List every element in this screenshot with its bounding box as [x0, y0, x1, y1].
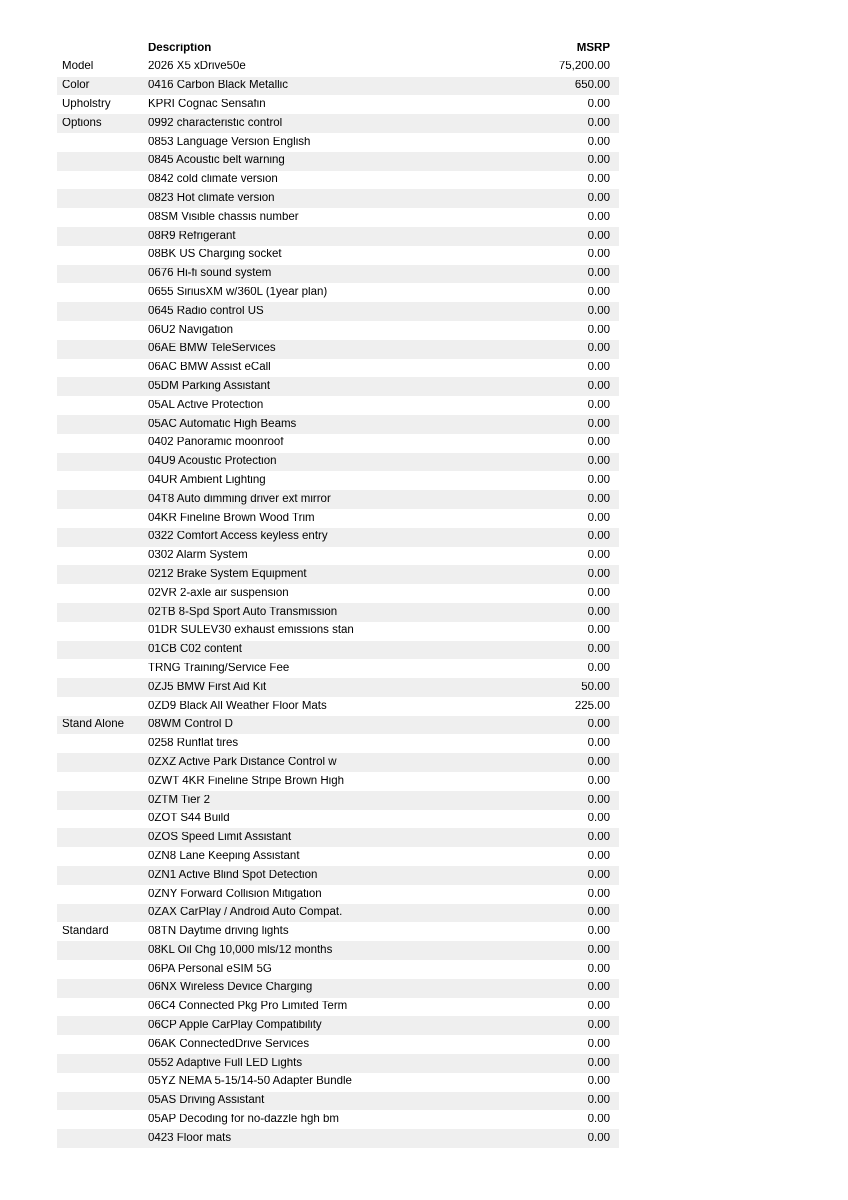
row-description: 0ZTM Tier 2: [148, 794, 210, 806]
row-msrp: 0.00: [587, 287, 610, 298]
row-msrp: 0.00: [587, 362, 610, 374]
row-category: Stand Alone: [62, 719, 125, 731]
table-row: [57, 265, 619, 284]
row-description: 0552 Adaptive Full LED Lights: [148, 1057, 303, 1069]
row-msrp: 0.00: [587, 1132, 610, 1144]
row-description: 06AK ConnectedDrive Services: [148, 1038, 310, 1050]
row-msrp: 0.00: [587, 662, 610, 674]
table-row: [57, 1129, 619, 1148]
table-row: [57, 321, 619, 340]
row-description: TRNG Training/Service Fee: [148, 662, 290, 674]
row-description: 05DM Parking Assistant: [148, 380, 271, 392]
row-category: Color: [62, 80, 90, 92]
row-msrp: 0.00: [587, 418, 610, 430]
row-description: 06PA Personal eSIM 5G: [148, 963, 272, 975]
table-row: [57, 772, 619, 791]
row-description: 04KR Fineline Brown Wood Trim: [148, 512, 315, 524]
table-row: [57, 1110, 619, 1129]
header-description: Description: [148, 42, 212, 54]
row-description: 0302 Alarm System: [148, 550, 248, 562]
table-row: [57, 246, 619, 265]
row-msrp: 0.00: [587, 437, 610, 449]
table-row: [57, 979, 619, 998]
row-description: 0258 Runflat tires: [148, 738, 239, 750]
table-row: [57, 1054, 619, 1073]
row-description: 0ZN8 Lane Keeping Assistant: [148, 850, 300, 862]
row-msrp: 0.00: [587, 1114, 610, 1126]
row-description: 05AP Decoding for no-dazzle hgh bm: [148, 1114, 339, 1126]
row-msrp: 0.00: [587, 230, 610, 242]
table-row: [57, 678, 619, 697]
table-row: [57, 641, 619, 660]
row-description: 0823 Hot climate version: [148, 193, 275, 205]
row-msrp: 0.00: [587, 1001, 610, 1013]
table-row: [57, 716, 619, 735]
table-row: [57, 941, 619, 960]
table-row: [57, 415, 619, 434]
row-msrp: 0.00: [587, 550, 610, 562]
row-description: 04U9 Acoustic Protection: [148, 456, 277, 468]
row-msrp: 0.00: [587, 606, 610, 618]
row-msrp: 50.00: [581, 681, 610, 693]
table-row: [57, 565, 619, 584]
row-description: 06AC BMW Assist eCall: [148, 362, 271, 374]
row-msrp: 0.00: [587, 456, 610, 468]
row-description: 05YZ NEMA 5-15/14-50 Adapter Bundle: [148, 1076, 352, 1088]
row-description: 0676 Hi-fi sound system: [148, 268, 272, 280]
row-description: 06NX Wireless Device Charging: [148, 982, 313, 994]
table-row: [57, 490, 619, 509]
row-description: 0992 characteristic control: [148, 117, 283, 129]
row-msrp: 0.00: [587, 268, 610, 280]
row-msrp: 0.00: [587, 775, 610, 787]
row-msrp: 0.00: [587, 644, 610, 656]
table-row: [57, 133, 619, 152]
row-description: 05AC Automatic High Beams: [148, 418, 297, 430]
row-msrp: 0.00: [587, 174, 610, 186]
table-row: [57, 810, 619, 829]
row-msrp: 0.00: [587, 738, 610, 750]
row-description: 0655 SiriusXM w/360L (1year plan): [148, 287, 328, 298]
row-description: 0402 Panoramic moonroof: [148, 437, 284, 449]
row-msrp: 0.00: [587, 531, 610, 543]
table-row: [57, 283, 619, 302]
table-row: [57, 152, 619, 171]
table-row: [57, 434, 619, 453]
row-description: 08TN Daytime driving lights: [148, 926, 289, 938]
table-row: [57, 697, 619, 716]
table-row: [57, 471, 619, 490]
row-msrp: 0.00: [587, 493, 610, 505]
row-msrp: 0.00: [587, 926, 610, 938]
row-description: 0ZWT 4KR Fineline Stripe Brown High: [148, 775, 344, 787]
row-description: 0845 Acoustic belt warning: [148, 155, 285, 167]
table-row: [57, 114, 619, 133]
row-msrp: 0.00: [587, 625, 610, 637]
table-row: [57, 791, 619, 810]
table-row: [57, 960, 619, 979]
table-row: [57, 828, 619, 847]
table-row: [57, 603, 619, 622]
row-category: Model: [62, 61, 94, 73]
table-row: [57, 302, 619, 321]
row-description: 0212 Brake System Equipment: [148, 568, 307, 580]
table-row: [57, 1092, 619, 1111]
row-description: 0853 Language Version English: [148, 136, 311, 148]
row-msrp: 0.00: [587, 474, 610, 486]
table-row: [57, 866, 619, 885]
row-description: 06U2 Navigation: [148, 324, 234, 336]
row-description: 02TB 8-Spd Sport Auto Transmission: [148, 606, 338, 618]
row-msrp: 0.00: [587, 794, 610, 806]
row-msrp: 0.00: [587, 117, 610, 129]
row-msrp: 0.00: [587, 1020, 610, 1032]
row-msrp: 0.00: [587, 136, 610, 148]
table-row: [57, 208, 619, 227]
row-description: 0ZD9 Black All Weather Floor Mats: [148, 700, 327, 712]
table-row: [57, 509, 619, 528]
row-msrp: 650.00: [574, 80, 610, 92]
table-row: [57, 659, 619, 678]
row-msrp: 0.00: [587, 380, 610, 392]
row-msrp: 0.00: [587, 305, 610, 317]
row-category: Standard: [62, 926, 109, 938]
row-msrp: 0.00: [587, 568, 610, 580]
row-description: 08WM Control D: [148, 719, 233, 731]
row-msrp: 0.00: [587, 155, 610, 167]
row-msrp: 0.00: [587, 399, 610, 411]
row-description: 0ZOS Speed Limit Assistant: [148, 832, 292, 844]
row-msrp: 0.00: [587, 869, 610, 881]
table-row: [57, 227, 619, 246]
row-msrp: 0.00: [587, 1057, 610, 1069]
table-row: [57, 95, 619, 114]
row-msrp: 0.00: [587, 1038, 610, 1050]
row-msrp: 0.00: [587, 324, 610, 336]
row-msrp: 75,200.00: [558, 61, 610, 73]
row-description: 01DR SULEV30 exhaust emissions stan: [148, 625, 354, 637]
table-row: [57, 171, 619, 190]
row-msrp: 0.00: [587, 719, 610, 731]
row-category: Upholstry: [62, 99, 111, 111]
row-msrp: 0.00: [587, 850, 610, 862]
table-row: [57, 453, 619, 472]
row-description: 0ZJ5 BMW First Aid Kit: [148, 681, 267, 693]
row-description: 0322 Comfort Access keyless entry: [148, 531, 328, 543]
row-msrp: 0.00: [587, 982, 610, 994]
row-description: 08SM Visible chassis number: [148, 211, 299, 223]
table-row: [57, 847, 619, 866]
row-description: 0ZOT S44 Build: [148, 813, 230, 825]
row-description: 05AS Driving Assistant: [148, 1095, 265, 1107]
table-row: [57, 58, 619, 77]
row-msrp: 0.00: [587, 963, 610, 975]
table-row: [57, 1073, 619, 1092]
row-description: 04T8 Auto dimming driver ext mirror: [148, 493, 331, 505]
row-description: 0842 cold climate version: [148, 174, 278, 186]
table-row: [57, 885, 619, 904]
table-row: [57, 904, 619, 923]
row-description: 0ZN1 Active Blind Spot Detection: [148, 869, 318, 881]
row-description: 06CP Apple CarPlay Compatibility: [148, 1020, 322, 1032]
table-row: [57, 377, 619, 396]
row-msrp: 0.00: [587, 888, 610, 900]
row-description: 06AE BMW TeleServices: [148, 343, 276, 355]
table-row: [57, 734, 619, 753]
row-description: 0416 Carbon Black Metallic: [148, 80, 288, 92]
table-row: [57, 77, 619, 96]
row-category: Options: [62, 117, 102, 129]
row-description: 08R9 Refrigerant: [148, 230, 236, 242]
table-row: [57, 998, 619, 1017]
row-description: 08BK US Charging socket: [148, 249, 282, 261]
table-row: [57, 528, 619, 547]
row-msrp: 0.00: [587, 343, 610, 355]
row-msrp: 0.00: [587, 1076, 610, 1088]
row-msrp: 0.00: [587, 1095, 610, 1107]
row-description: 02VR 2-axle air suspension: [148, 587, 289, 599]
row-description: 04UR Ambient Lighting: [148, 474, 266, 486]
row-description: 0645 Radio control US: [148, 305, 264, 317]
row-msrp: 0.00: [587, 512, 610, 524]
row-description: 01CB C02 content: [148, 644, 242, 656]
table-row: [57, 396, 619, 415]
row-description: KPRI Cognac Sensafin: [148, 99, 266, 111]
row-description: 0ZAX CarPlay / Android Auto Compat.: [148, 907, 343, 919]
table-header-row: [57, 39, 619, 58]
table-row: [57, 359, 619, 378]
table-row: [57, 547, 619, 566]
row-msrp: 0.00: [587, 813, 610, 825]
row-msrp: 0.00: [587, 907, 610, 919]
row-msrp: 0.00: [587, 832, 610, 844]
row-msrp: 225.00: [574, 700, 610, 712]
row-msrp: 0.00: [587, 211, 610, 223]
row-description: 06C4 Connected Pkg Pro Limited Term: [148, 1001, 348, 1013]
row-description: 0ZXZ Active Park Distance Control w: [148, 756, 337, 768]
table-row: [57, 622, 619, 641]
row-description: 0ZNY Forward Collision Mitigation: [148, 888, 322, 900]
row-description: 05AL Active Protection: [148, 399, 264, 411]
table-row: [57, 753, 619, 772]
table-row: [57, 1035, 619, 1054]
row-msrp: 0.00: [587, 756, 610, 768]
row-description: 0423 Floor mats: [148, 1132, 232, 1144]
table-row: [57, 1016, 619, 1035]
row-description: 08KL Oil Chg 10,000 mls/12 months: [148, 944, 333, 956]
table-rows: [57, 58, 619, 1148]
row-msrp: 0.00: [587, 587, 610, 599]
table-row: [57, 922, 619, 941]
table-row: [57, 584, 619, 603]
table-row: [57, 189, 619, 208]
row-msrp: 0.00: [587, 944, 610, 956]
row-msrp: 0.00: [587, 193, 610, 205]
vehicle-options-table: [57, 39, 619, 1148]
row-description: 2026 X5 xDrive50e: [148, 61, 246, 73]
row-msrp: 0.00: [587, 99, 610, 111]
header-msrp: MSRP: [576, 42, 610, 54]
row-msrp: 0.00: [587, 249, 610, 261]
table-row: [57, 340, 619, 359]
